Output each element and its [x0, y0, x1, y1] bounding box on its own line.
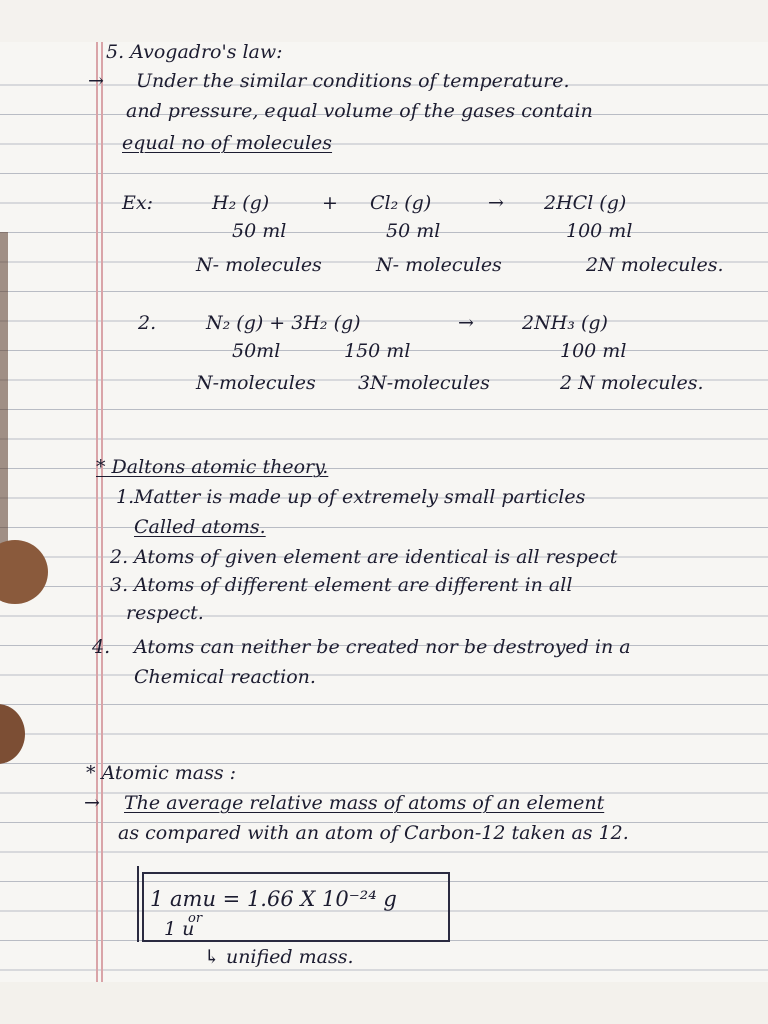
ex2-label: 2. [138, 312, 157, 334]
ex2-volume-2: 150 ml [344, 340, 411, 362]
ex2-volume-1: 50ml [232, 340, 281, 362]
ex1-reactant-1: H₂ (g) [212, 192, 270, 214]
example-label: Ex: [122, 192, 153, 214]
ex2-product: 2NH₃ (g) [522, 312, 608, 334]
thumb-top [0, 540, 48, 604]
ex1-arrow: → [488, 192, 504, 214]
dalton-point-1-cont: Called atoms. [134, 516, 266, 538]
dalton-point-3-cont: respect. [126, 602, 204, 624]
unified-mass-note: ↳ unified mass. [204, 946, 354, 968]
margin-line-2 [101, 42, 103, 982]
atomic-mass-line-1: The average relative mass of atoms of an element [124, 792, 605, 814]
ex2-reactants: N₂ (g) + 3H₂ (g) [206, 312, 361, 334]
ex1-molecules-product: 2N molecules. [586, 254, 724, 276]
avogadro-heading: 5. Avogadro's law: [106, 42, 283, 63]
ex1-volume-1: 50 ml [232, 220, 287, 242]
dalton-point-4: Atoms can neither be created nor be destroyed in a [134, 636, 631, 658]
atomic-mass-heading: * Atomic mass : [86, 762, 237, 784]
ex1-product: 2HCl (g) [544, 192, 627, 214]
arrow-icon: → [88, 70, 104, 92]
unit-u: 1 u [164, 918, 195, 940]
ex2-arrow: → [458, 312, 474, 334]
margin-line-1 [96, 42, 98, 982]
ex1-volume-2: 50 ml [386, 220, 441, 242]
amu-formula: 1 amu = 1.66 X 10⁻²⁴ g [150, 887, 397, 911]
dalton-heading: * Daltons atomic theory. [96, 456, 329, 478]
dalton-point-4-cont: Chemical reaction. [134, 666, 316, 688]
dalton-num-4: 4. [92, 636, 111, 658]
avogadro-line-1: Under the similar conditions of temperature. [136, 70, 570, 92]
ex1-reactant-2: Cl₂ (g) [370, 192, 432, 214]
avogadro-line-3: equal no of molecules [122, 132, 333, 154]
ex2-molecules-product: 2 N molecules. [560, 372, 704, 394]
arrow-icon: → [84, 792, 100, 814]
page-bottom-edge [0, 982, 768, 1024]
atomic-mass-line-2: as compared with an atom of Carbon-12 taken as 12. [118, 822, 629, 844]
dalton-point-2: Atoms of given element are identical is all respect [134, 546, 618, 568]
thumb-bottom [0, 704, 25, 764]
dalton-point-3: Atoms of different element are different in all [134, 574, 573, 596]
dalton-num-1: 1. [116, 486, 135, 508]
notebook-page [0, 42, 768, 982]
ex2-molecules-1: N-molecules [196, 372, 316, 394]
ex2-molecules-2: 3N-molecules [358, 372, 490, 394]
ex1-molecules-1: N- molecules [196, 254, 322, 276]
dalton-point-1: Matter is made up of extremely small particles [134, 486, 586, 508]
ex1-volume-product: 100 ml [566, 220, 633, 242]
avogadro-line-2: and pressure, equal volume of the gases contain [126, 100, 593, 122]
dalton-num-2: 2. [110, 546, 129, 568]
dalton-num-3: 3. [110, 574, 129, 596]
ex1-plus: + [322, 192, 338, 214]
or-label: or [188, 911, 203, 926]
ex2-volume-product: 100 ml [560, 340, 627, 362]
page-shadow [0, 232, 8, 552]
ex1-molecules-2: N- molecules [376, 254, 502, 276]
